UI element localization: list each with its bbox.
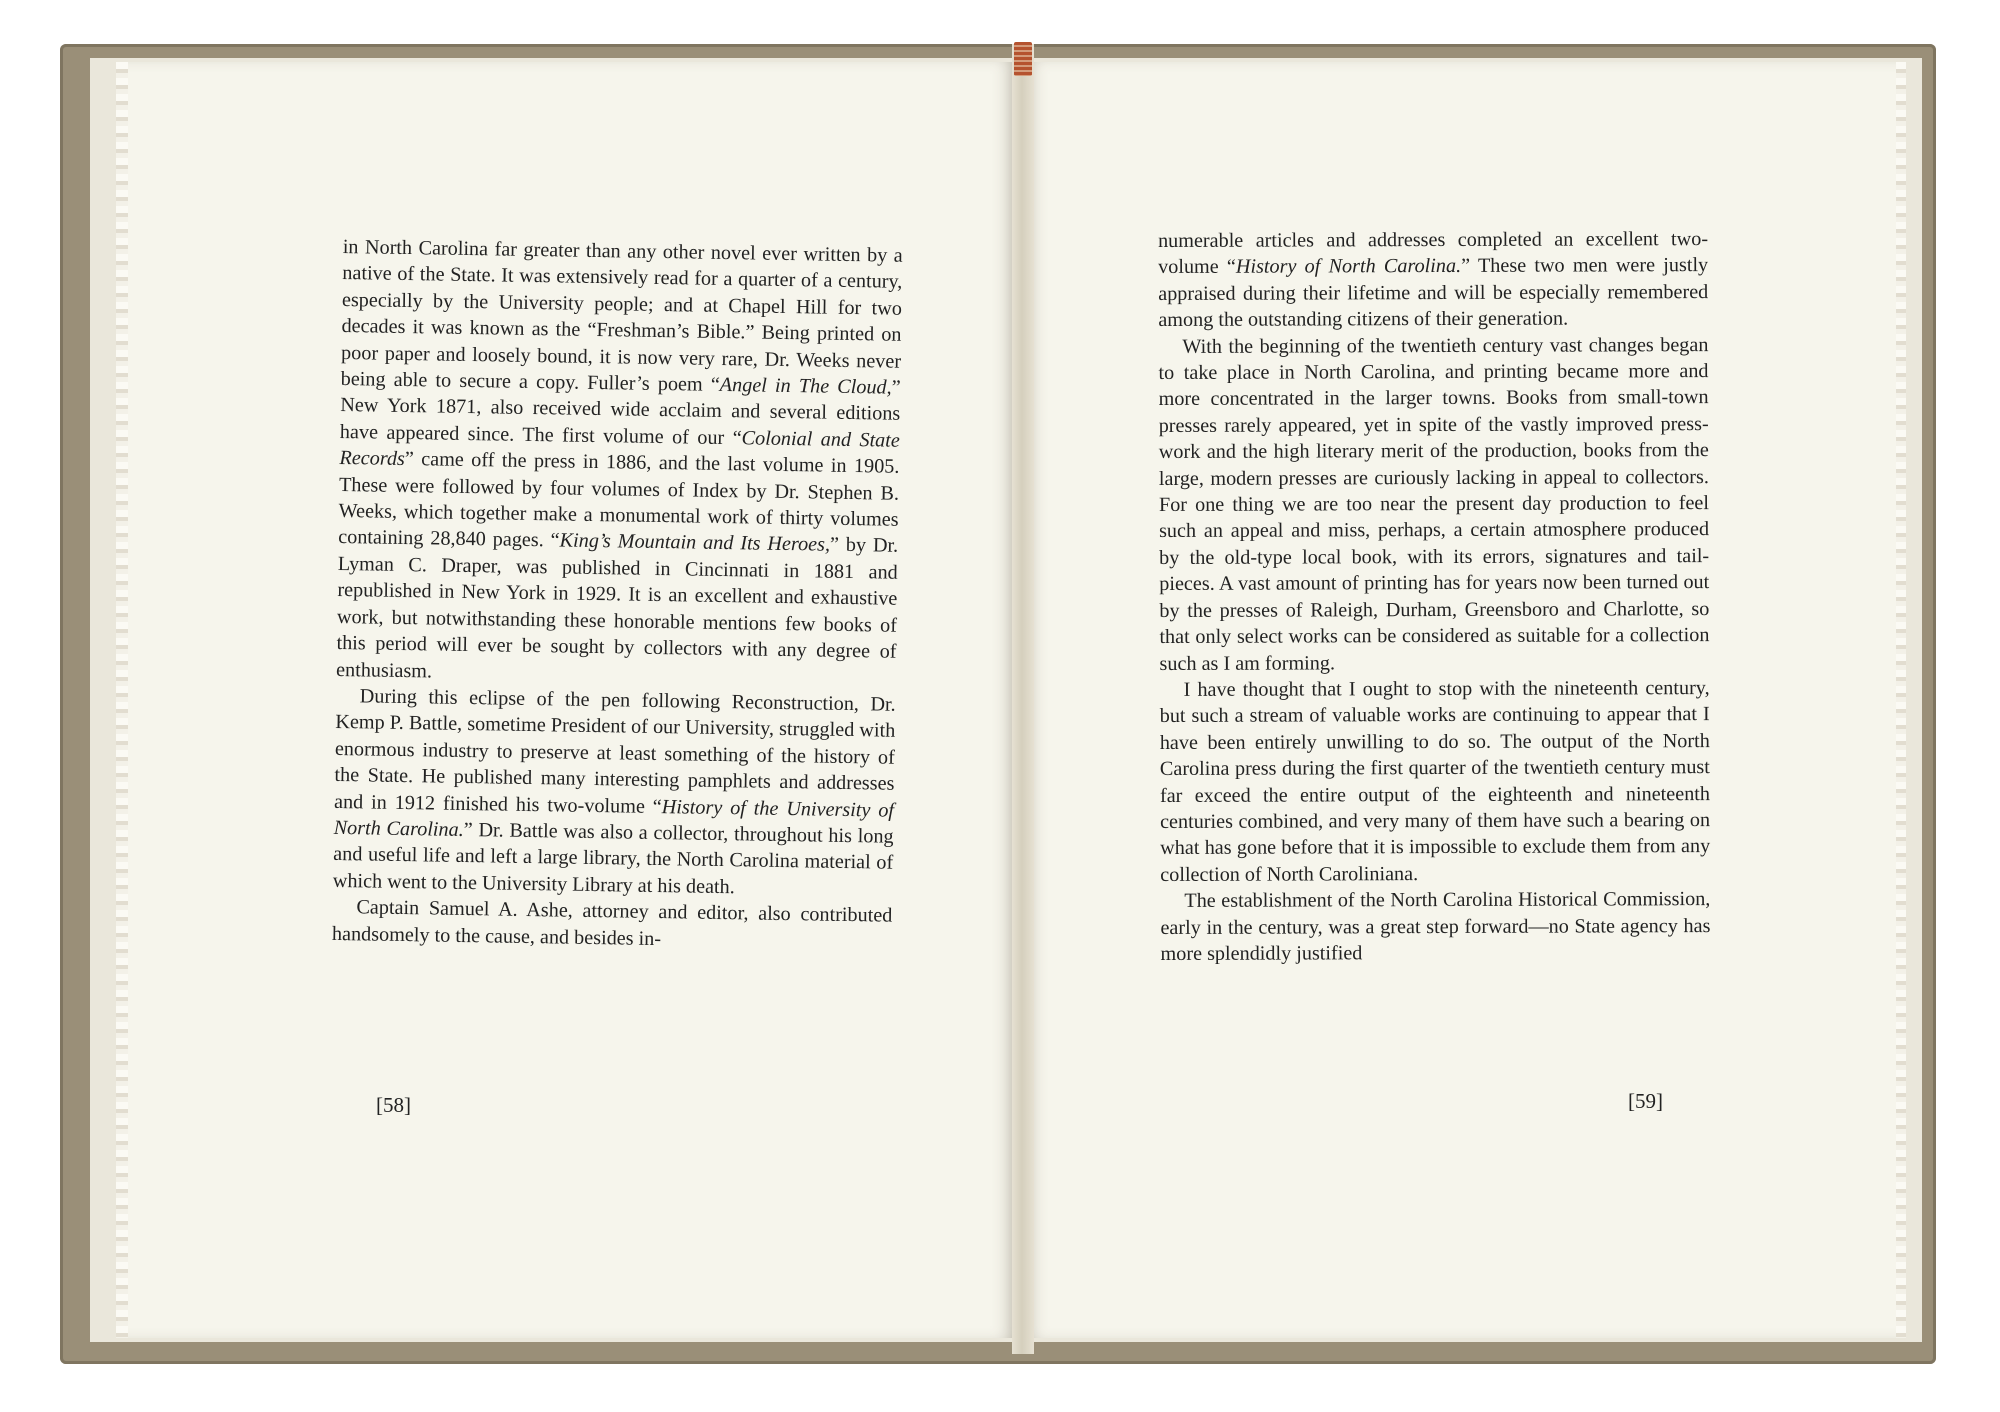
text-run: ” These two men were justly appraised during their lifetime and will be especially remembered among the outstanding citizens of their generation. — [1158, 254, 1709, 332]
right-page-text — [1158, 226, 1711, 967]
text-run: During this eclipse of the pen following Reconstruction, Dr. Kemp P. Battle, sometime President of our University, struggled with enormous industry to preserve at least something of the history of the State. He published many interesting pamphlets and addresses and in 1912 finished his two-volume “ — [333, 685, 896, 818]
text-run: ” New York 1871, also received wide acclaim and several editions have appeared since. The first volume of our “ — [339, 376, 901, 450]
text-run: With the beginning of the twentieth century vast changes began to take place in North Carolina, and printing became more and more concentrated in the larger towns. Books from small-town presses rarely appeared, yet in spite of the vastly improved press-work and the high literary merit of the production, books from the large, modern presses are curiously lacking in appeal to collectors. For one thing we are too near the present day production to feel such an appeal and miss, perhaps, a certain atmosphere produced by the old-type local book, with its errors, signatures and tail-pieces. A vast amount of printing has for years now been turned out by the presses of Raleigh, Durham, Greensboro and Charlotte, so that only select works can be considered as suitable for a collection such as I am forming. — [1158, 333, 1710, 675]
binding-stitch — [1014, 42, 1032, 76]
paragraph — [333, 683, 896, 903]
paragraph — [1158, 332, 1709, 677]
text-run: The establishment of the North Carolina Historical Commission, early in the century, was a great step forward—no State agency has more splendidly justified — [1160, 888, 1711, 965]
italic-title: History of the University of North Carolina. — [333, 795, 895, 841]
page-number-59: [59] — [1628, 1089, 1663, 1113]
paragraph — [1158, 226, 1708, 334]
text-run: numerable articles and addresses completed an excellent two-volume “ — [1158, 228, 1709, 279]
paragraph — [1160, 886, 1710, 967]
text-run: ” by Dr. Lyman C. Draper, was published in Cincinnati in 1881 and republished in New York in 1929. It is an excellent and exhaustive work, but notwithstanding these honorable mentions few books of this period will ever be sought by collectors with any degree of enthusiasm. — [335, 534, 899, 682]
paragraph — [1160, 675, 1711, 888]
text-run: ” Dr. Battle was also a collector, throughout his long and useful life and left a large library, the North Carolina material of which went to the University Library at his death. — [332, 818, 894, 898]
italic-title: King’s Mountain and Its Heroes, — [559, 529, 831, 557]
page-number-58: [58] — [376, 1093, 411, 1117]
paragraph — [336, 234, 903, 692]
italic-title: History of North Carolina. — [1235, 255, 1462, 279]
text-run: ” came off the press in 1886, and the last volume in 1905. These were followed by four volumes of Index by Dr. Stephen B. Weeks, which together make a monumental work of thirty volumes containing 28,840 pages. “ — [338, 448, 900, 552]
italic-title: Colonial and State Records — [339, 427, 900, 471]
paragraph — [332, 894, 893, 956]
italic-title: Angel in The Cloud, — [719, 373, 892, 399]
text-run: Captain Samuel A. Ashe, attorney and editor, also contributed handsomely to the cause, and besides in- — [331, 896, 893, 950]
text-run: in North Carolina far greater than any other novel ever written by a native of the State. It was extensively read for a quarter of a century, especially by the University people; and at Chapel Hill for two decades it was known as the “Freshman’s Bible.” Being printed on poor paper and loosely bound, it is now very rare, Dr. Weeks never being able to secure a copy. Fuller’s poem “ — [340, 235, 903, 396]
left-page-text — [332, 234, 903, 956]
book-gutter — [1012, 44, 1034, 1354]
text-run: I have thought that I ought to stop with the nineteenth century, but such a stream of valuable works are continuing to appear that I have been entirely unwilling to do so. The output of the North Carolina press during the first quarter of the twentieth century must far exceed the entire output of the eighteenth and nineteenth centuries combined, and very many of them have such a bearing on what has gone before that it is impossible to exclude them from any collection of North Caroliniana. — [1159, 676, 1711, 886]
